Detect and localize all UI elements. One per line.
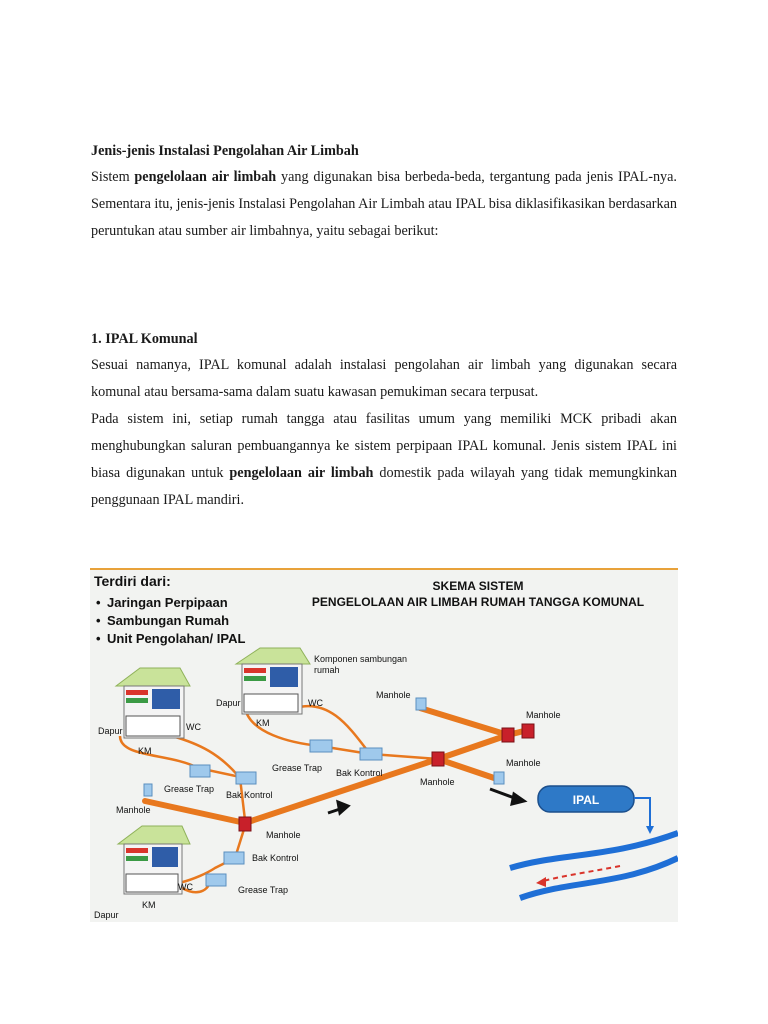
bak-kontrol-3 (224, 852, 244, 864)
intro-bold-term: pengelolaan air limbah (134, 169, 277, 185)
section-heading-ipal-komunal: 1. IPAL Komunal (91, 331, 198, 347)
river (510, 833, 678, 898)
river-bank-upper (510, 833, 678, 868)
house-2-window (270, 667, 298, 687)
label-grease-trap-1: Grease Trap (164, 784, 215, 794)
flow-arrow-1-head (338, 802, 348, 813)
intro-text-b: yang digunakan bisa berbeda-beda, tergantung pada jenis IPAL-nya. Sementara itu, jenis-jenis Instalasi Pengolahan Air Limbah atau IPAL bisa diklasifikasikan berdasarkan peruntukan atau sumber air limbahnya, yaitu sebagai berikut: (91, 169, 678, 239)
manhole-center (239, 817, 251, 831)
label-bak-kontrol-2: Bak Kontrol (336, 768, 383, 778)
top-border (90, 568, 678, 570)
label-rumah: rumah (314, 665, 340, 675)
flow-arrow-2-head (512, 794, 524, 804)
legend-bullet-3: • (96, 631, 101, 646)
house-3-stripe-green (126, 856, 148, 861)
ipal-outflow-pipe (634, 798, 650, 828)
house-2-interior (244, 694, 298, 712)
house-2 (236, 648, 310, 714)
label-km-2: KM (256, 718, 270, 728)
label-manhole-middle: Manhole (420, 777, 455, 787)
manhole-right-lower-cap (494, 772, 504, 784)
river-bank-lower (520, 858, 678, 898)
pipe-left-manhole (145, 801, 245, 823)
legend-item-unit: Unit Pengolahan/ IPAL (107, 631, 246, 646)
house-1-interior (126, 716, 180, 736)
label-km-1: KM (138, 746, 152, 756)
label-dapur-1: Dapur (98, 726, 123, 736)
manhole-middle (432, 752, 444, 766)
house-3-window (152, 847, 178, 867)
pipe-top-manhole (420, 708, 508, 735)
manhole-junction (502, 728, 514, 742)
label-grease-trap-2: Grease Trap (272, 763, 323, 773)
label-manhole-right: Manhole (526, 710, 561, 720)
pipe-main-upper (438, 735, 508, 759)
bak-kontrol-2 (360, 748, 382, 760)
label-komponen: Komponen sambungan (314, 654, 408, 664)
pipe-house1-kitchen (120, 736, 245, 778)
bak-kontrol-1 (236, 772, 256, 784)
label-bak-kontrol-1: Bak Kontrol (226, 790, 273, 800)
manhole-far-right (522, 724, 534, 738)
house-3-interior (126, 874, 178, 892)
skema-diagram (90, 568, 678, 922)
manhole-top-cap (416, 698, 426, 710)
ipal-tank (538, 786, 654, 834)
section-heading-jenis: Jenis-jenis Instalasi Pengolahan Air Limbah (91, 143, 359, 159)
description-text-b: domestik pada wilayah yang tidak memungkinkan penggunaan IPAL mandiri. (91, 465, 677, 508)
house-1 (116, 668, 190, 738)
skema-sistem-figure (90, 568, 678, 922)
label-manhole-left: Manhole (116, 805, 151, 815)
ipal-outflow-arrowhead (646, 826, 654, 834)
label-dapur-3: Dapur (94, 910, 119, 920)
label-manhole-right-lower: Manhole (506, 758, 541, 768)
ipal-label: IPAL (572, 793, 600, 807)
legend-title: Terdiri dari: (94, 573, 171, 589)
house-1-roof (116, 668, 190, 686)
label-grease-trap-3: Grease Trap (238, 885, 289, 895)
label-bak-kontrol-3: Bak Kontrol (252, 853, 299, 863)
house-1-stripe-green (126, 698, 148, 703)
intro-text-a: Sistem (91, 169, 135, 185)
label-manhole-center: Manhole (266, 830, 301, 840)
legend-bullet-1: • (96, 595, 101, 610)
grease-trap-1 (190, 765, 210, 777)
label-km-3: KM (142, 900, 156, 910)
label-manhole-top: Manhole (376, 690, 411, 700)
label-wc-1: WC (186, 722, 201, 732)
label-wc-2: WC (308, 698, 323, 708)
house-2-stripe-green (244, 676, 266, 681)
house-3-stripe-red (126, 848, 148, 853)
house-2-stripe-red (244, 668, 266, 673)
river-flow-arrowhead (536, 877, 546, 887)
intro-paragraph (91, 164, 677, 245)
house-2-roof (236, 648, 310, 664)
ipal-komunal-definition: Sesuai namanya, IPAL komunal adalah instalasi pengolahan air limbah yang digunakan secara komunal atau bersama-sama dalam suatu kawasan pemukiman secara terpusat. (91, 357, 677, 400)
manhole-left-cap (144, 784, 152, 796)
label-dapur-2: Dapur (216, 698, 241, 708)
legend-item-jaringan: Jaringan Perpipaan (107, 595, 228, 610)
legend-bullet-2: • (96, 613, 101, 628)
description-bold-term: pengelolaan air limbah (229, 465, 374, 481)
grease-trap-2 (310, 740, 332, 752)
grease-trap-3 (206, 874, 226, 886)
description-text-a: Pada sistem ini, setiap rumah tangga atau fasilitas umum yang memiliki MCK pribadi akan menghubungkan saluran pembuangannya ke sistem perpipaan IPAL komunal. Jenis sistem IPAL ini biasa digunakan untuk (91, 411, 677, 481)
house-1-stripe-red (126, 690, 148, 695)
figure-title-line1: SKEMA SISTEM (432, 579, 524, 593)
house-3-roof (118, 826, 190, 844)
ipal-komunal-description (91, 406, 677, 514)
figure-title-line2: PENGELOLAAN AIR LIMBAH RUMAH TANGGA KOMUNAL (311, 595, 645, 609)
legend-item-sambungan: Sambungan Rumah (107, 613, 230, 628)
label-wc-3: WC (178, 882, 193, 892)
house-1-window (152, 689, 180, 709)
